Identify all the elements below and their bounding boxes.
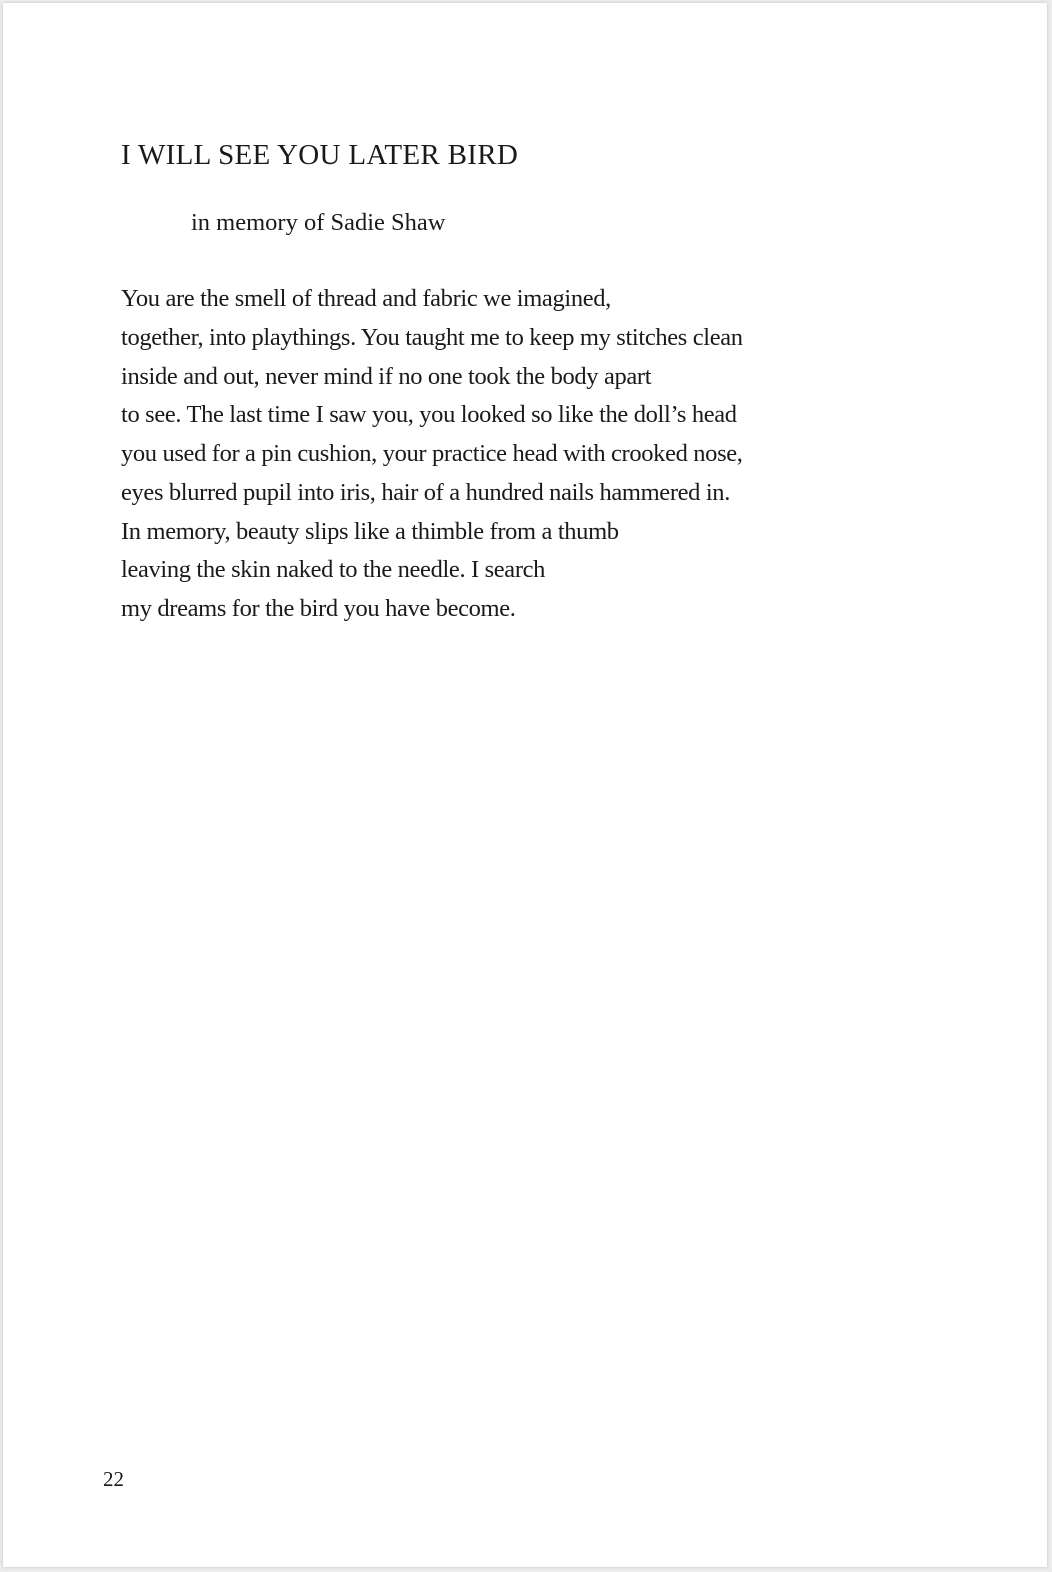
poem-dedication: in memory of Sadie Shaw bbox=[191, 209, 446, 236]
book-page bbox=[3, 3, 1047, 1567]
poem-line: together, into playthings. You taught me to keep my stitches clean bbox=[121, 323, 743, 351]
poem-line: you used for a pin cushion, your practice head with crooked nose, bbox=[121, 440, 743, 467]
poem-line: eyes blurred pupil into iris, hair of a hundred nails hammered in. bbox=[121, 478, 730, 506]
poem-title: I WILL SEE YOU LATER BIRD bbox=[121, 139, 519, 171]
poem-line: In memory, beauty slips like a thimble from a thumb bbox=[121, 517, 619, 545]
poem-line: my dreams for the bird you have become. bbox=[121, 595, 516, 622]
poem-line: inside and out, never mind if no one took the body apart bbox=[121, 362, 652, 390]
poem-line: You are the smell of thread and fabric we imagined, bbox=[121, 285, 611, 312]
poem-line: to see. The last time I saw you, you looked so like the doll’s head bbox=[121, 401, 737, 429]
page-number: 22 bbox=[103, 1467, 124, 1491]
poem-line: leaving the skin naked to the needle. I search bbox=[121, 556, 546, 584]
poem-body bbox=[121, 280, 743, 629]
